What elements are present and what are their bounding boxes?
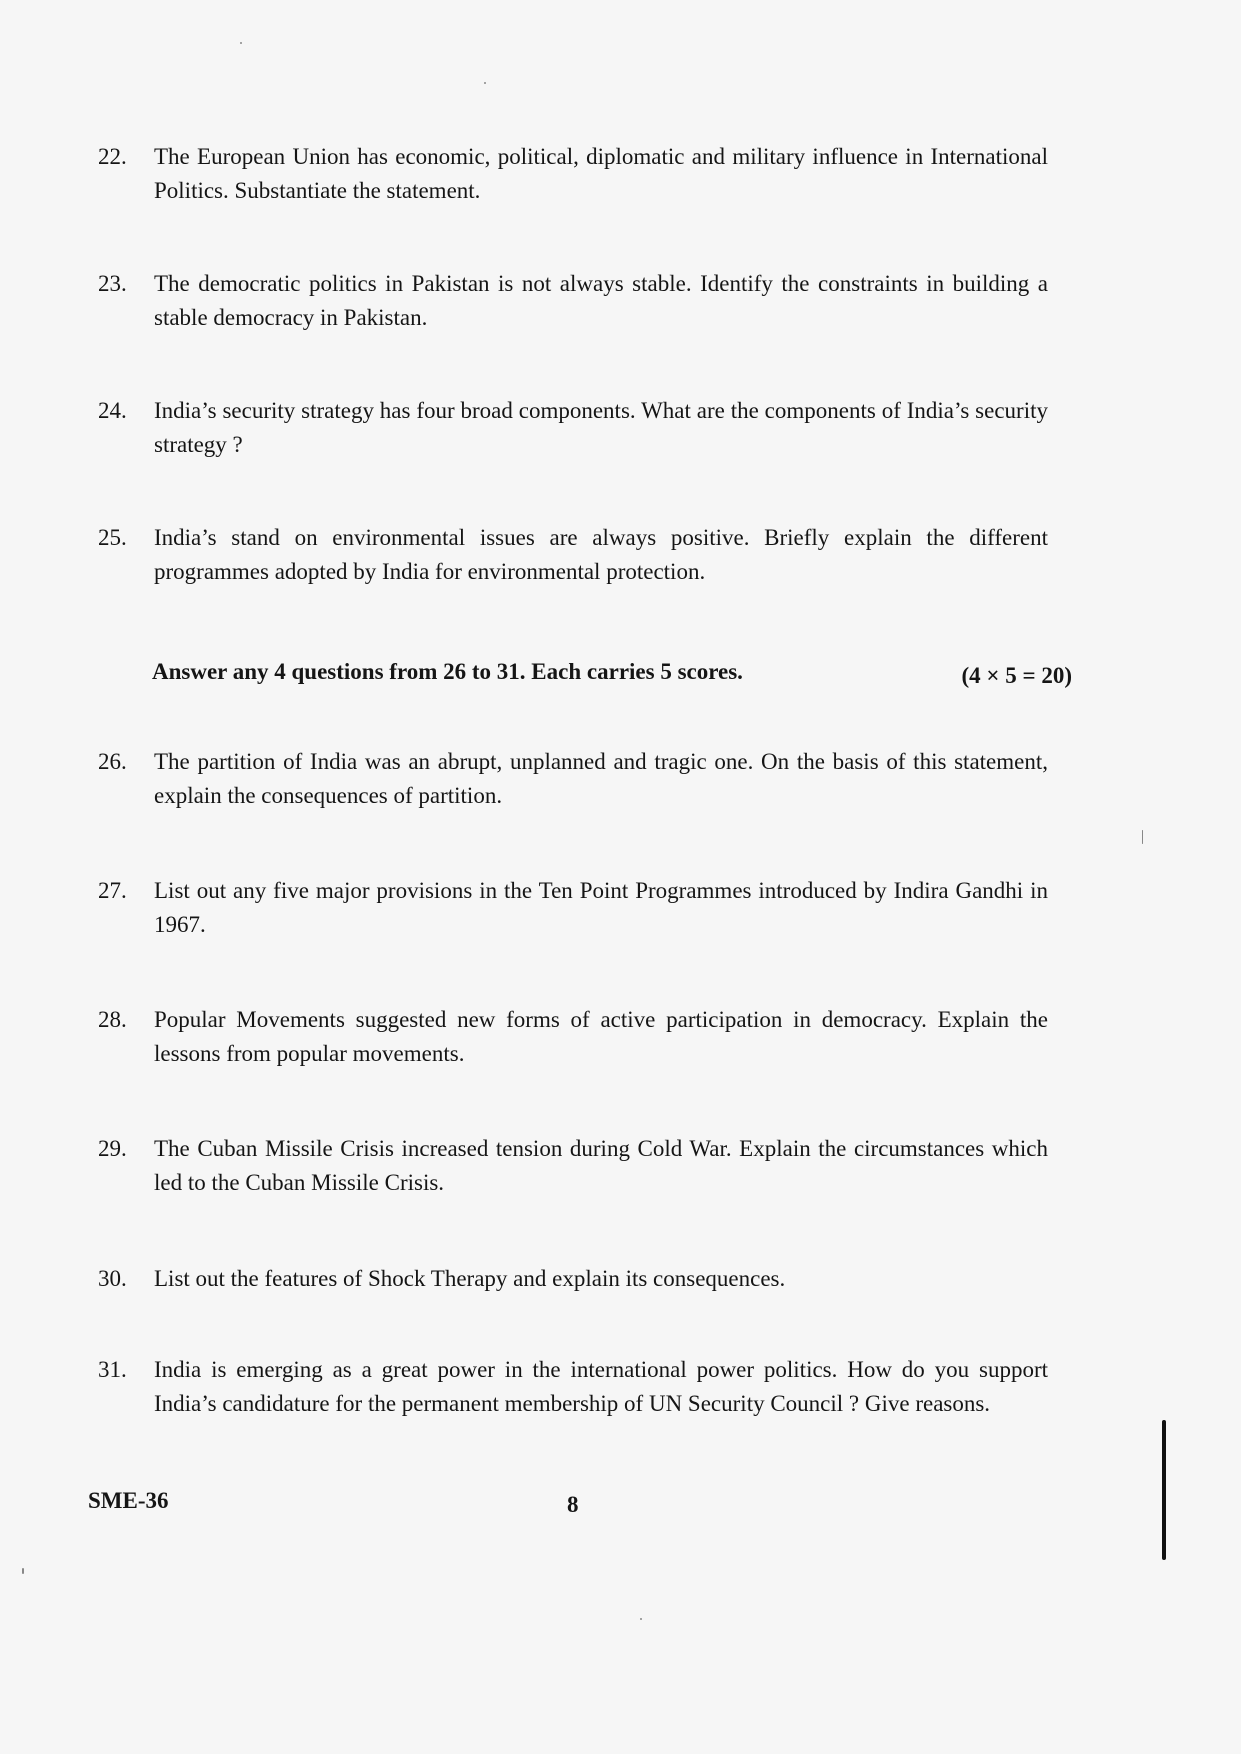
question-number: 24.	[98, 398, 127, 423]
section-instruction	[152, 655, 1072, 689]
question-number: 28.	[98, 1007, 127, 1032]
question-30	[98, 1262, 1048, 1296]
question-27	[98, 874, 1048, 942]
scan-speck	[1142, 830, 1143, 844]
question-number: 25.	[98, 525, 127, 550]
question-text: List out any five major provisions in the Ten Point Programmes introduced by Indira Gandhi in 1967.	[154, 878, 1048, 937]
scan-speck	[240, 42, 242, 44]
question-26	[98, 745, 1048, 813]
question-text: India is emerging as a great power in the international power politics. How do you support India’s candidature for the permanent membership of UN Security Council ? Give reasons.	[154, 1357, 1048, 1416]
question-text: The European Union has economic, political, diplomatic and military influence in International Politics. Substantiate the statement.	[154, 144, 1048, 203]
question-text: The democratic politics in Pakistan is not always stable. Identify the constraints in building a stable democracy in Pakistan.	[154, 271, 1048, 330]
question-24	[98, 394, 1048, 462]
section-instruction-text: Answer any 4 questions from 26 to 31. Each carries 5 scores.	[152, 659, 743, 684]
question-25	[98, 521, 1048, 589]
question-23	[98, 267, 1048, 335]
question-number: 22.	[98, 144, 127, 169]
question-number: 26.	[98, 749, 127, 774]
question-22	[98, 140, 1048, 208]
page-number: 8	[567, 1492, 579, 1517]
margin-scan-mark	[1162, 1420, 1166, 1560]
question-text: India’s stand on environmental issues are always positive. Briefly explain the different programmes adopted by India for environmental protection.	[154, 525, 1048, 584]
question-28	[98, 1003, 1048, 1071]
question-number: 29.	[98, 1136, 127, 1161]
scan-speck	[640, 1618, 642, 1620]
section-marks: (4 × 5 = 20)	[961, 663, 1072, 688]
question-text: The partition of India was an abrupt, unplanned and tragic one. On the basis of this statement, explain the consequences of partition.	[154, 749, 1048, 808]
question-number: 31.	[98, 1357, 127, 1382]
scan-speck	[22, 1568, 24, 1574]
question-number: 23.	[98, 271, 127, 296]
scan-speck	[484, 82, 486, 84]
question-29	[98, 1132, 1048, 1200]
question-number: 30.	[98, 1266, 127, 1291]
paper-code: SME-36	[88, 1488, 169, 1513]
question-text: List out the features of Shock Therapy and explain its consequences.	[154, 1266, 786, 1291]
question-text: India’s security strategy has four broad components. What are the components of India’s security strategy ?	[154, 398, 1048, 457]
question-text: Popular Movements suggested new forms of active participation in democracy. Explain the lessons from popular movements.	[154, 1007, 1048, 1066]
question-number: 27.	[98, 878, 127, 903]
question-31	[98, 1353, 1048, 1421]
question-text: The Cuban Missile Crisis increased tension during Cold War. Explain the circumstances which led to the Cuban Missile Crisis.	[154, 1136, 1048, 1195]
